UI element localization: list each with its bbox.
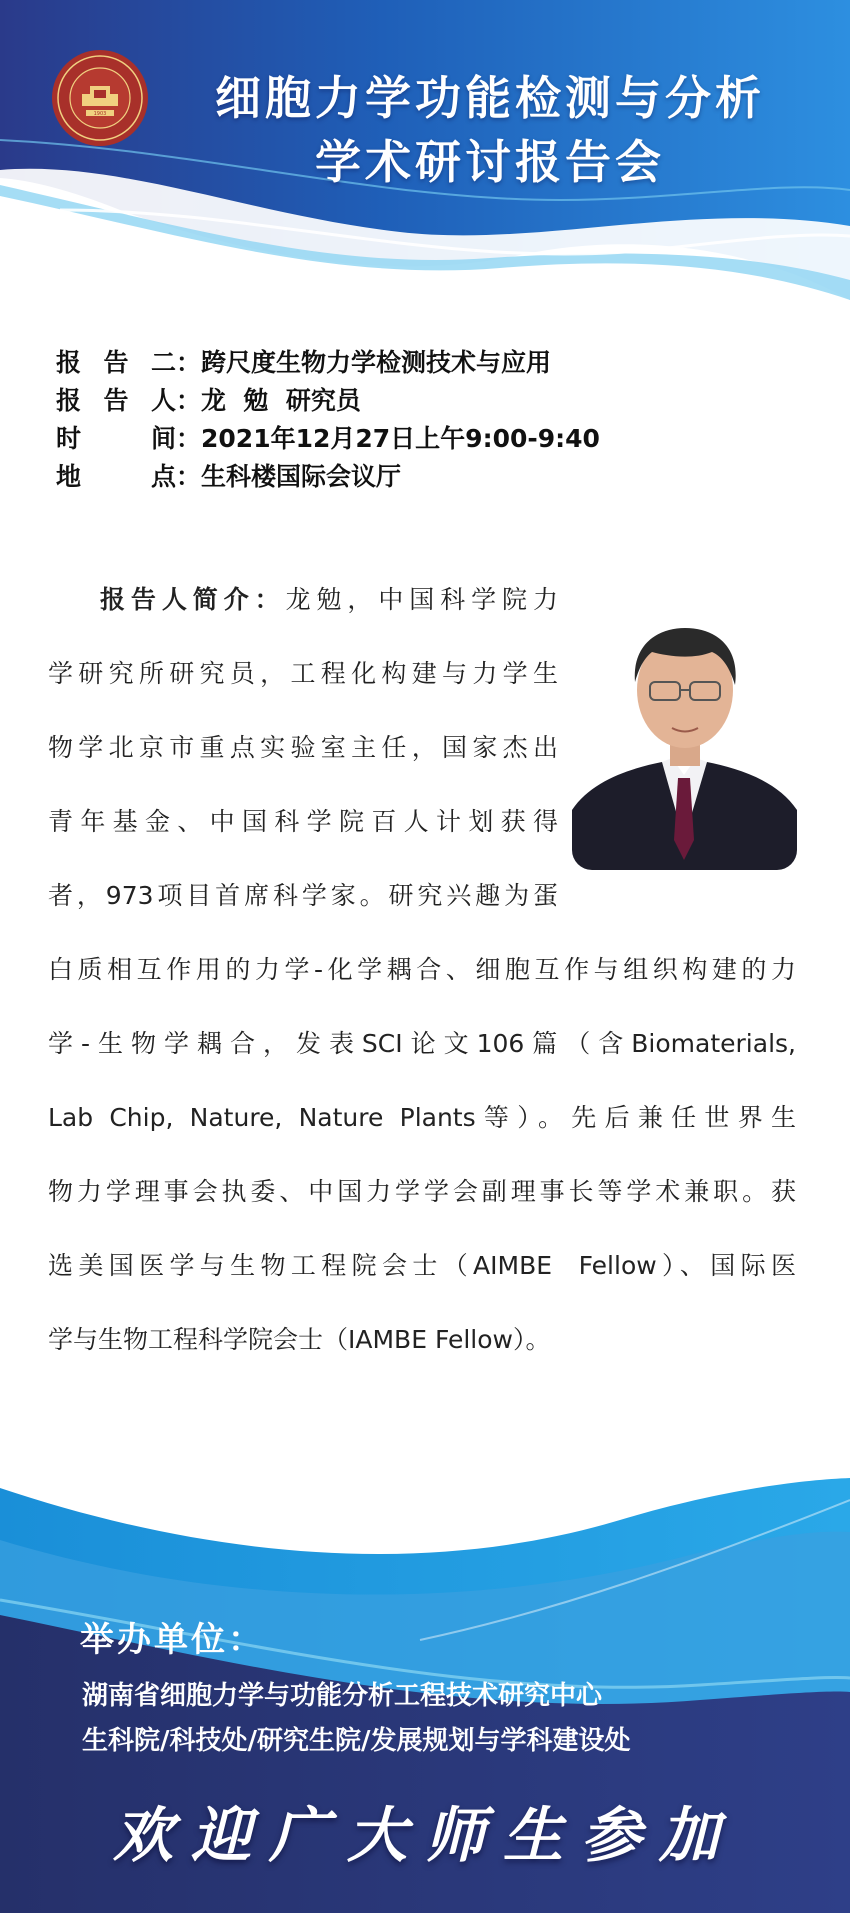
organizer-line: 生科院/科技处/研究生院/发展规划与学科建设处 bbox=[82, 1726, 631, 1756]
talk-info-label: 报告二 bbox=[56, 348, 176, 377]
bio-line: 选美国医学与生物工程院会士（AIMBE Fellow）、国际医 bbox=[48, 1251, 796, 1280]
talk-info-value: 生科楼国际会议厅 bbox=[201, 462, 402, 491]
talk-info-value: 龙 勉 研究员 bbox=[201, 386, 361, 415]
organizers-heading: 举办单位： bbox=[80, 1620, 265, 1660]
talk-info-value: 2021年12月27日上午9:00-9:40 bbox=[201, 424, 600, 453]
seal-year: 1903 bbox=[93, 111, 107, 117]
talk-info-label: 报告人 bbox=[56, 386, 176, 415]
bio-line: 学与生物工程科学院会士（IAMBE Fellow）。 bbox=[48, 1325, 551, 1354]
bio-line: 物学北京市重点实验室主任，国家杰出 bbox=[48, 733, 558, 762]
welcome-banner: 欢迎广大师生参加 bbox=[113, 1801, 737, 1871]
bio-line: 者，973项目首席科学家。研究兴趣为蛋 bbox=[48, 881, 558, 910]
bio-label: 报告人简介： bbox=[100, 585, 286, 614]
bio-line bbox=[48, 577, 558, 651]
talk-info-label: 时 间 bbox=[56, 424, 176, 453]
bio-line: 白质相互作用的力学-化学耦合、细胞互作与组织构建的力 bbox=[48, 955, 796, 984]
talk-info bbox=[56, 344, 756, 496]
bio-line: Lab Chip, Nature, Nature Plants等）。先后兼任世界生 bbox=[48, 1103, 796, 1132]
university-seal-icon bbox=[50, 48, 150, 148]
bio-line: 青年基金、中国科学院百人计划获得 bbox=[48, 807, 558, 836]
talk-info-label: 地 点 bbox=[56, 462, 176, 491]
talk-info-speaker: 报告人：龙 勉 研究员 bbox=[56, 382, 756, 420]
talk-info-title: 报告二：跨尺度生物力学检测技术与应用 bbox=[56, 344, 756, 382]
bio-line: 学-生物学耦合，发表SCI论文106篇（含Biomaterials, bbox=[48, 1029, 796, 1058]
bio-text: 龙勉，中国科学院力 bbox=[285, 585, 558, 614]
bio-line: 学研究所研究员，工程化构建与力学生 bbox=[48, 659, 558, 688]
page-title-line1: 细胞力学功能检测与分析 bbox=[215, 71, 765, 125]
page-title-line2: 学术研讨报告会 bbox=[315, 135, 665, 189]
speaker-bio bbox=[48, 577, 796, 1391]
talk-info-location: 地 点：生科楼国际会议厅 bbox=[56, 458, 756, 496]
organizer-line: 湖南省细胞力学与功能分析工程技术研究中心 bbox=[82, 1681, 603, 1711]
talk-info-time: 时 间：2021年12月27日上午9:00-9:40 bbox=[56, 420, 756, 458]
bio-line: 物力学理事会执委、中国力学学会副理事长等学术兼职。获 bbox=[48, 1177, 796, 1206]
talk-info-value: 跨尺度生物力学检测技术与应用 bbox=[201, 348, 552, 377]
